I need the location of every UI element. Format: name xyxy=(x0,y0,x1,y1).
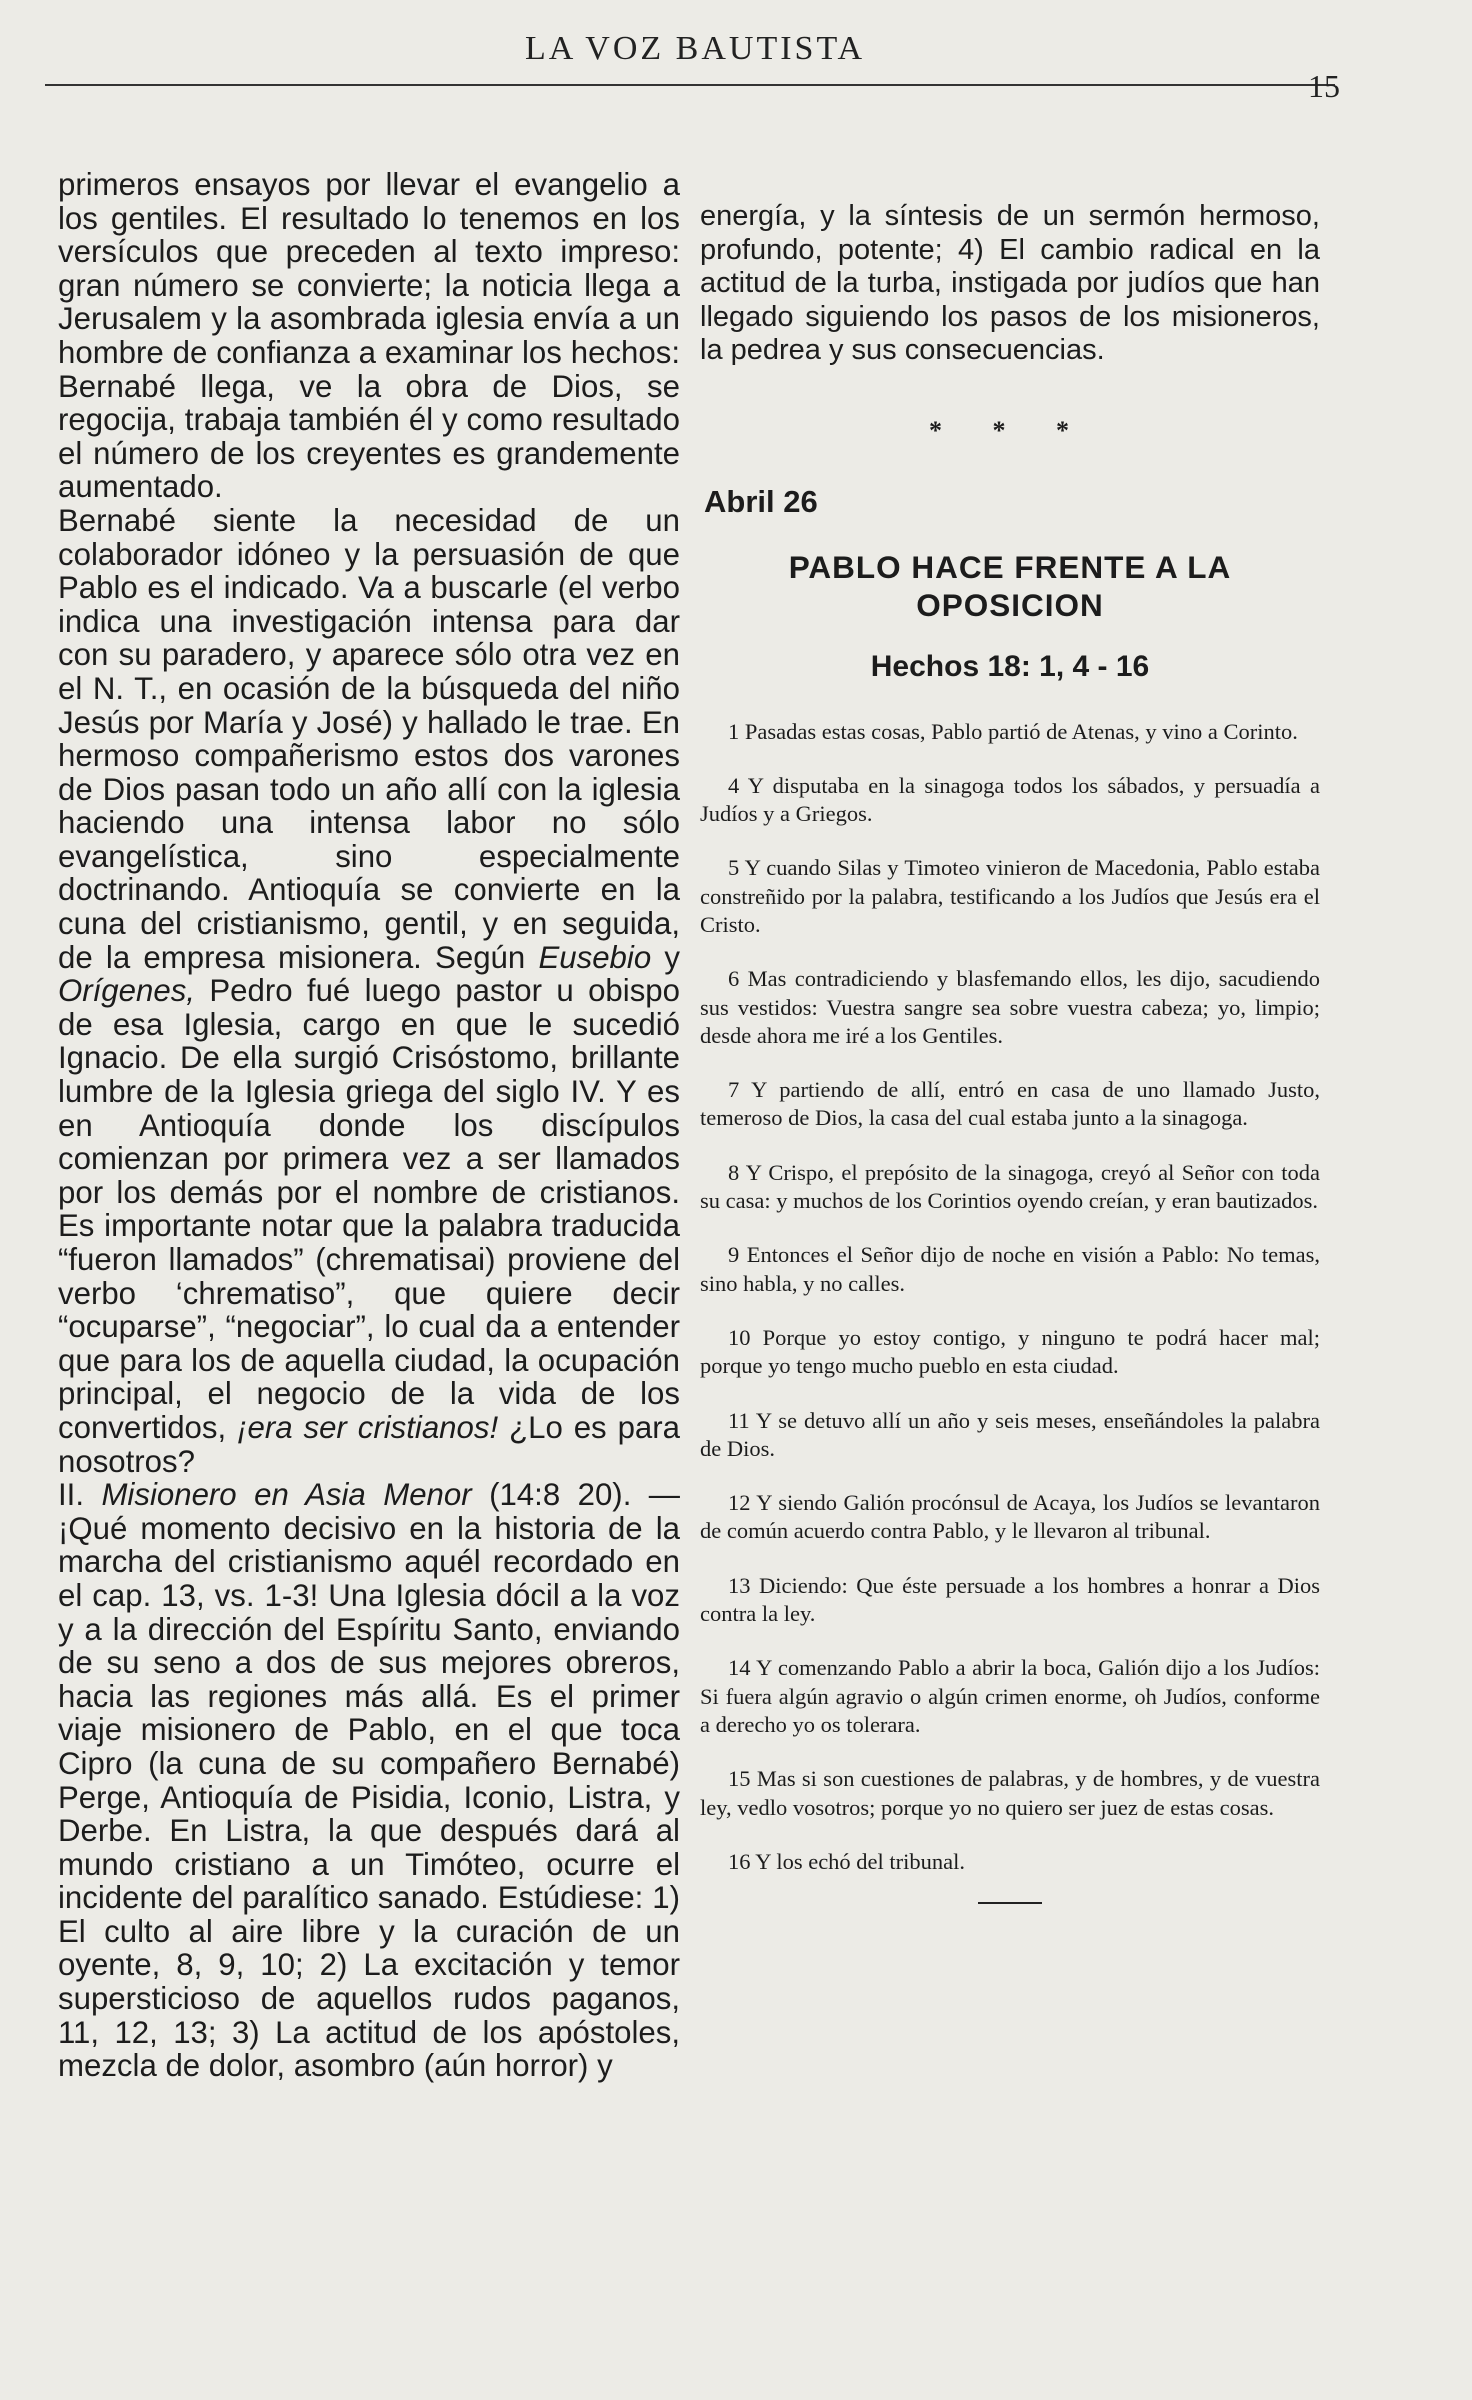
paragraph-3-text: (14:8 20). — ¡Qué momento decisivo en la historia de la marcha del cristianismo aquél recordado en el cap. 13, vs. 1-3! Una Iglesia dócil a la voz y a la dirección del Espíritu Santo, enviando de su seno a dos de sus mejores obreros, hacia las regiones más allá. Es el primer viaje misionero de Pablo, en el que toca Cipro (la cuna de su compañero Bernabé) Perge, Antioquía de Pisidia, Iconio, Listra, y Derbe. En Listra, la que después dará al mundo cristiano a un Timóteo, ocurre el incidente del paralítico sanado. Estúdiese: 1) El culto al aire libre y la curación de un oyente, 8, 9, 10; 2) La excitación y temor supersticioso de aquellos rudos paganos, 11, 12, 13; 3) La actitud de los apóstoles, mezcla de dolor, asombro (aún horror) y xyxy=(58,1477,680,2084)
verse: 7 Y partiendo de allí, entró en casa de uno llamado Justo, temeroso de Dios, la casa del cual estaba junto a la sinagoga. xyxy=(700,1077,1320,1131)
continuation-paragraph: energía, y la síntesis de un sermón hermoso, profundo, potente; 4) El cambio radical en la actitud de la turba, instigada por judíos que han llegado siguiendo los pasos de los misioneros, la pedrea y sus consecuencias. xyxy=(700,200,1320,366)
page-number: 15 xyxy=(1308,68,1340,104)
running-header xyxy=(0,26,1472,116)
paragraph-3-lead: II. xyxy=(58,1477,102,1513)
paragraph-3 xyxy=(58,1478,680,2083)
verse: 10 Porque yo estoy contigo, y ninguno te podrá hacer mal; porque yo tengo mucho pueblo en esta ciudad. xyxy=(700,1324,1320,1379)
verse: 4 Y disputaba en la sinagoga todos los sábados, y persuadía a Judíos y a Griegos. xyxy=(700,772,1320,827)
left-column xyxy=(58,168,680,2083)
verse: 15 Mas si son cuestiones de palabras, y de hombres, y de vuestra ley, vedlo vosotros; porque yo no quiero ser juez de estas cosas. xyxy=(700,1766,1320,1820)
right-column xyxy=(700,168,1320,1904)
verse: 11 Y se detuvo allí un año y seis meses, enseñándoles la palabra de Dios. xyxy=(700,1407,1320,1461)
verse: 13 Diciendo: Que éste persuade a los hombres a honrar a Dios contra la ley. xyxy=(700,1572,1320,1627)
publication-title: LA VOZ BAUTISTA xyxy=(524,30,866,67)
verse: 1 Pasadas estas cosas, Pablo partió de Atenas, y vino a Corinto. xyxy=(728,718,1298,744)
paragraph-2-italic-eusebio: Eusebio xyxy=(538,939,652,975)
verse: 8 Y Crispo, el prepósito de la sinagoga, creyó al Señor con toda su casa: y muchos de los Corintios oyendo creían, y eran bautizados. xyxy=(700,1159,1320,1214)
paragraph-2-italic-exclamation: ¡era ser cristianos! xyxy=(237,1409,499,1445)
lesson-title: PABLO HACE FRENTE A LA OPOSICION xyxy=(788,548,1232,623)
verse: 6 Mas contradiciendo y blasfemando ellos, les dijo, sacudiendo sus vestidos: Vuestra sangre sea sobre vuestra cabeza; yo, limpio; desde ahora me iré a los Gentiles. xyxy=(700,966,1320,1048)
paragraph-3-italic-heading: Misionero en Asia Menor xyxy=(101,1477,472,1513)
header-rule xyxy=(45,84,1335,86)
verse: 16 Y los echó del tribunal. xyxy=(728,1848,966,1874)
paragraph-2-text-b: y xyxy=(651,939,681,975)
section-separator: * * * xyxy=(929,415,1091,445)
verse: 5 Y cuando Silas y Timoteo vinieron de Macedonia, Pablo estaba constreñido por la palabra, testificando a los Judíos que Jesús era el Cristo. xyxy=(700,855,1320,937)
scripture-reference: Hechos 18: 1, 4 - 16 xyxy=(870,649,1150,683)
verse: 9 Entonces el Señor dijo de noche en visión a Pablo: No temas, sino habla, y no calles. xyxy=(700,1242,1320,1296)
paragraph-2-text-d: ¿Lo es para nosotros? xyxy=(58,1409,680,1479)
paragraph-1: primeros ensayos por llevar el evangelio a los gentiles. El resultado lo tenemos en los versículos que preceden al texto impreso: gran número se convierte; la noticia llega a Jerusalem y la asombrada iglesia envía a un hombre de confianza a examinar los hechos: Bernabé llega, ve la obra de Dios, se regocija, trabaja también él y como resultado el número de los creyentes es grandemente aumentado. xyxy=(58,167,680,505)
paragraph-2 xyxy=(58,504,680,1478)
end-rule xyxy=(978,1902,1042,1904)
verse: 14 Y comenzando Pablo a abrir la boca, Galión dijo a los Judíos: Si fuera algún agravio o algún crimen enorme, oh Judíos, conforme a derecho yo os tolerara. xyxy=(700,1655,1320,1737)
verse-list xyxy=(700,718,1320,1877)
paragraph-2-text-c: Pedro fué luego pastor u obispo de esa Iglesia, cargo en que le sucedió Ignacio. De ella surgió Crisóstomo, brillante lumbre de la Iglesia griega del siglo IV. Y es en Antioquía donde los discípulos comienzan por primera vez a ser llamados por los demás por el nombre de cristianos. Es importante notar que la palabra traducida “fueron llamados” (chrematisai) proviene del verbo ‘chrematiso”, que quiere decir “ocuparse”, “negociar”, lo cual da a entender que para los de aquella ciudad, la ocupación principal, el negocio de la vida de los convertidos, xyxy=(58,973,680,1445)
lesson-date: Abril 26 xyxy=(704,483,818,519)
verse: 12 Y siendo Galión procónsul de Acaya, los Judíos se levantaron de común acuerdo contra Pablo, y le llevaron al tribunal. xyxy=(700,1490,1320,1544)
paragraph-2-italic-origenes: Orígenes, xyxy=(58,973,195,1009)
paragraph-2-text-a: Bernabé siente la necesidad de un colaborador idóneo y la persuasión de que Pablo es el indicado. Va a buscarle (el verbo indica una investigación intensa para dar con su paradero, y aparece sólo otra vez en el N. T., en ocasión de la búsqueda del niño Jesús por María y José) y hallado le trae. En hermoso compañerismo estos dos varones de Dios pasan todo un año allí con la iglesia haciendo una intensa labor no sólo evangelística, sino especialmente doctrinando. Antioquía se convierte en la cuna del cristianismo, gentil, y en seguida, de la empresa misionera. Según xyxy=(58,502,680,975)
